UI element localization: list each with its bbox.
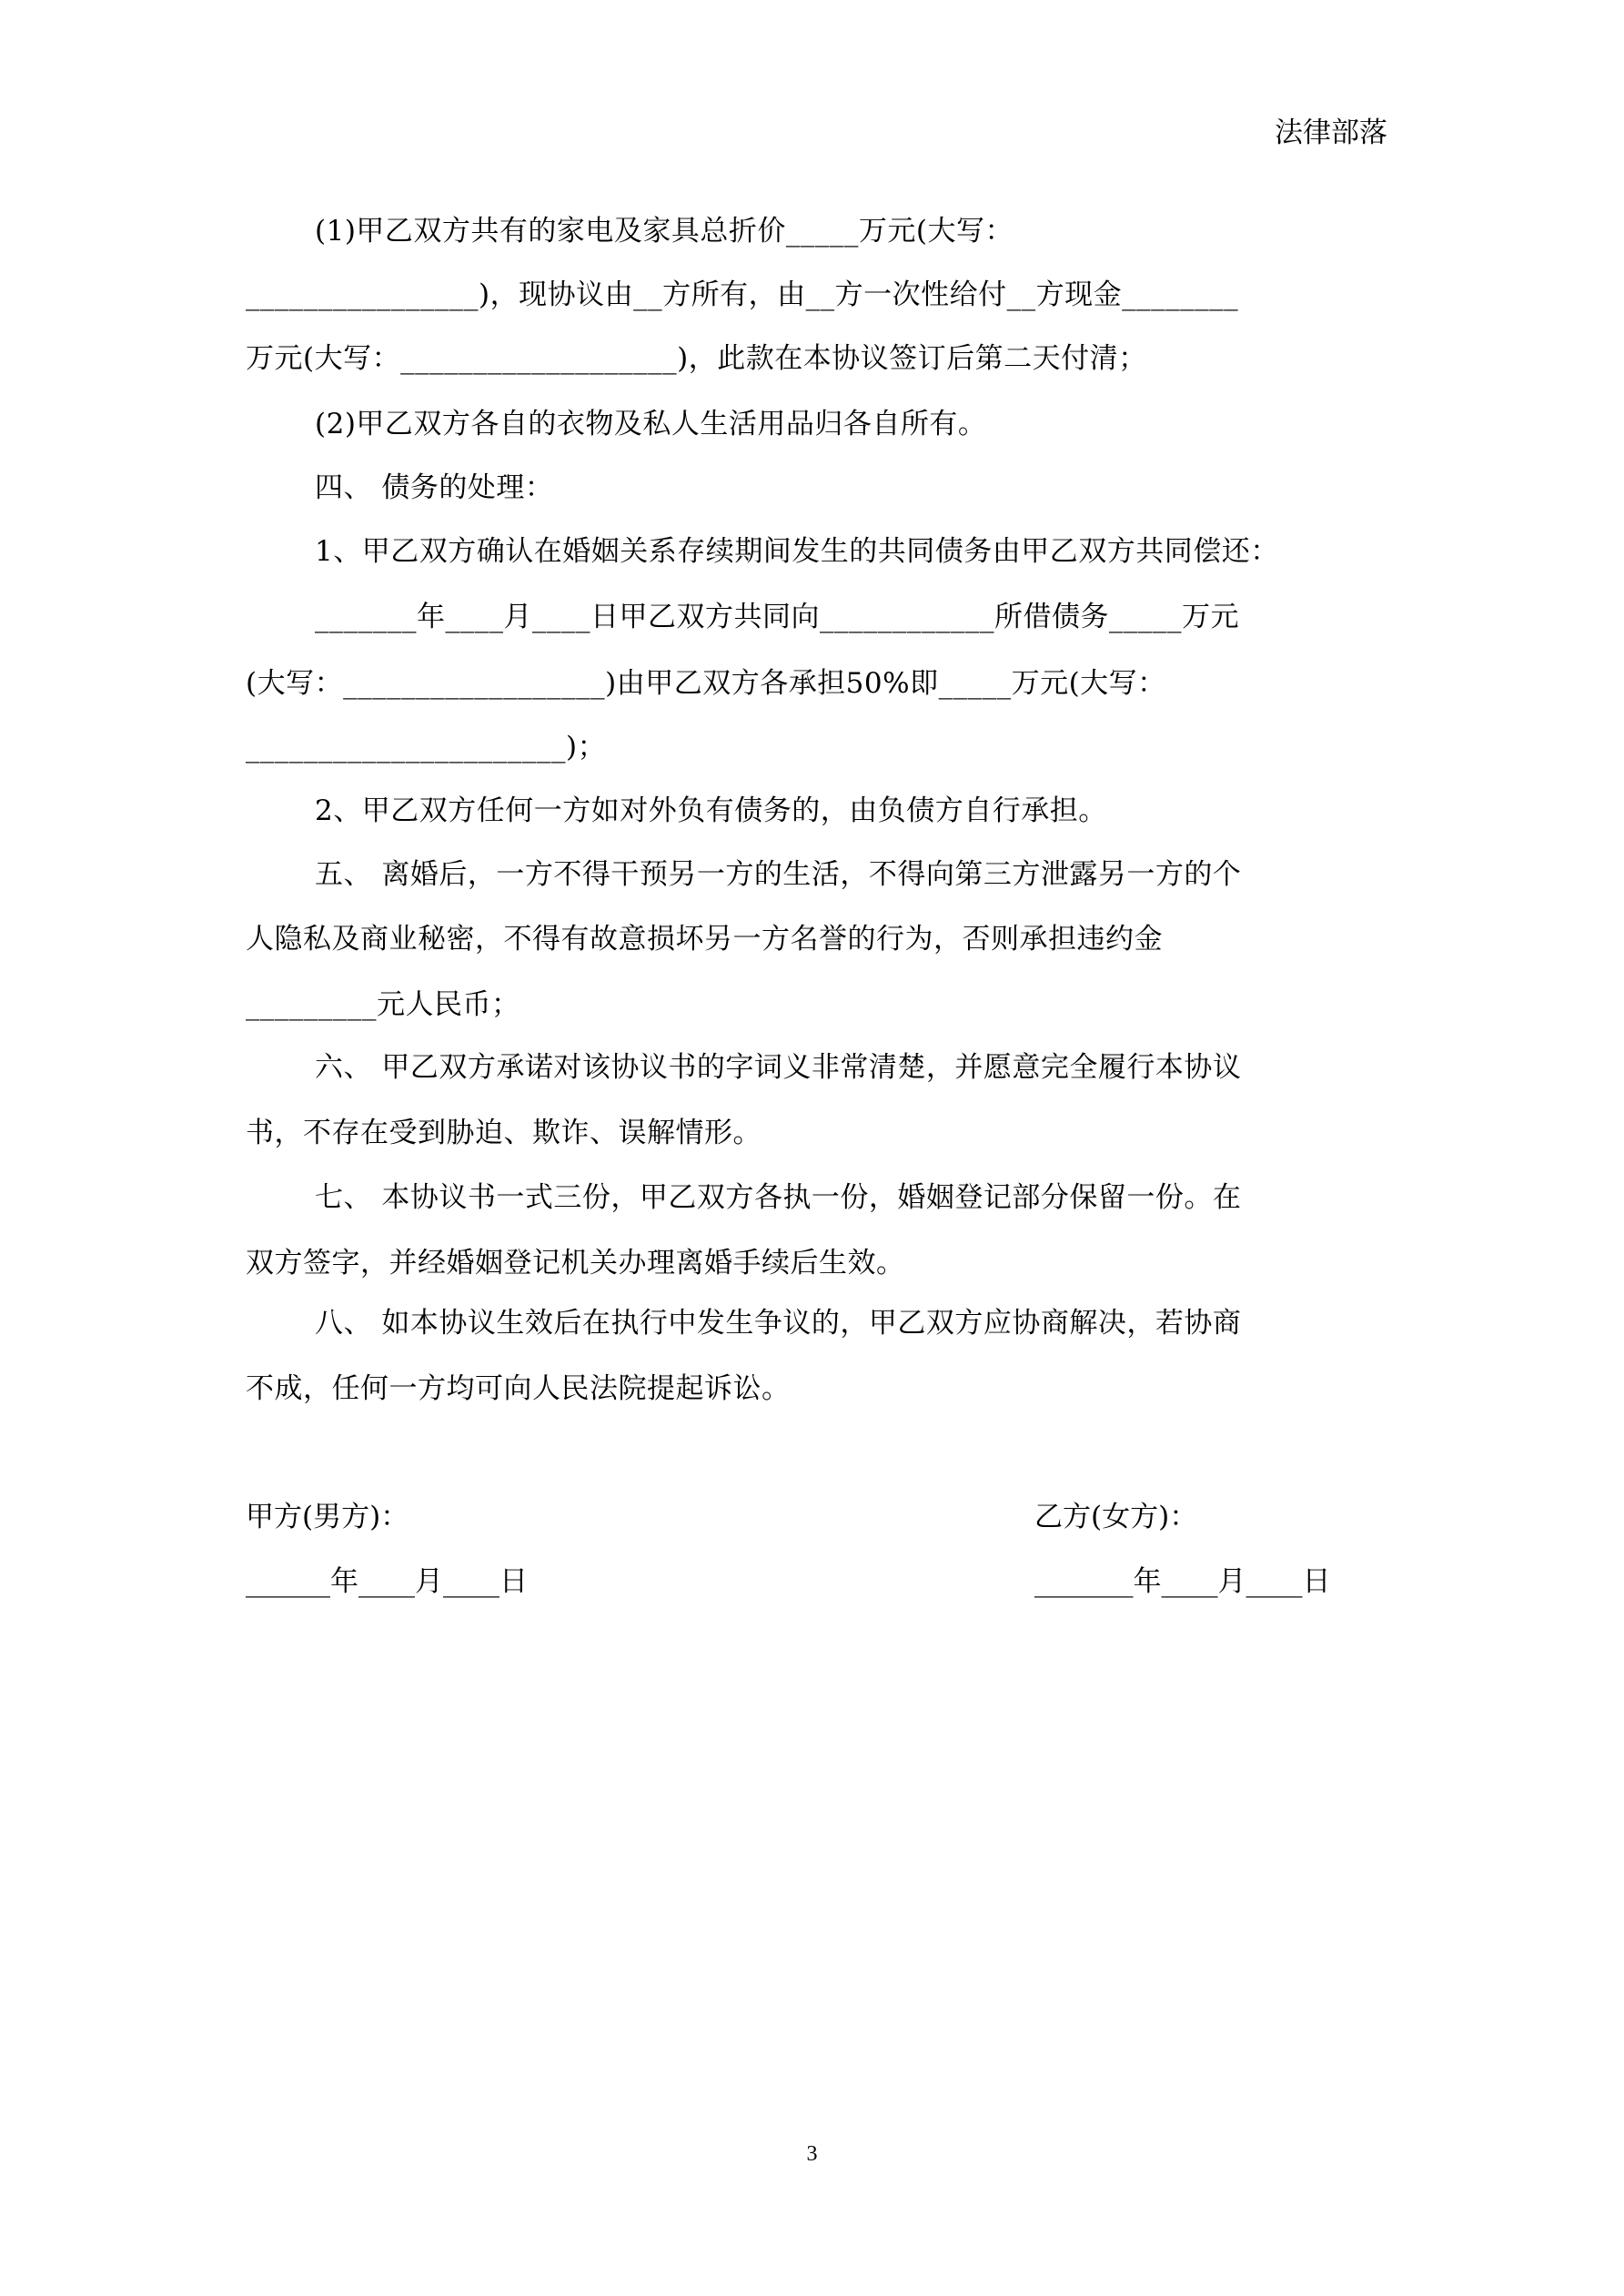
clause-3-2: (2)甲乙双方各自的衣物及私人生活用品归各自所有。 <box>315 408 987 440</box>
section-6-line-2: 书，不存在受到胁迫、欺诈、误解情形。 <box>246 1117 762 1149</box>
section-5-line-2: 人隐私及商业秘密，不得有故意损坏另一方名誉的行为，否则承担违约金 <box>246 923 1163 956</box>
header-site-label: 法律部落 <box>1275 116 1387 149</box>
page-number: 3 <box>806 2142 818 2166</box>
clause-4-1-line-1: 1、甲乙双方确认在婚姻关系存续期间发生的共同债务由甲乙双方共同偿还： <box>315 535 1279 568</box>
clause-4-1-line-2: _______年____月____日甲乙双方共同向____________所借债务_____万元 <box>315 601 1239 633</box>
section-5-line-1: 五、 离婚后，一方不得干预另一方的生活，不得向第三方泄露另一方的个 <box>315 858 1242 891</box>
section-6-line-1: 六、 甲乙双方承诺对该协议书的字词义非常清楚，并愿意完全履行本协议 <box>315 1051 1242 1084</box>
section-7-line-1: 七、 本协议书一式三份，甲乙双方各执一份，婚姻登记部分保留一份。在 <box>315 1181 1242 1214</box>
clause-4-1-line-4: ______________________)； <box>246 731 607 764</box>
party-a-label: 甲方(男方)： <box>246 1501 409 1533</box>
party-b-label: 乙方(女方)： <box>1034 1501 1198 1533</box>
section-7-line-2: 双方签字，并经婚姻登记机关办理离婚手续后生效。 <box>246 1247 905 1279</box>
section-8-line-2: 不成，任何一方均可向人民法院提起诉讼。 <box>246 1372 791 1405</box>
party-a-date: ______年____月____日 <box>246 1565 528 1598</box>
section-4-heading: 四、 债务的处理： <box>315 471 554 504</box>
clause-3-1-line-2: ________________)，现协议由__方所有，由__方一次性给付__方现金________ <box>246 278 1239 311</box>
clause-3-1-line-3: 万元(大写：___________________)，此款在本协议签订后第二天付清； <box>246 342 1147 375</box>
party-b-date: _______年____月____日 <box>1034 1565 1331 1598</box>
clause-4-2: 2、甲乙双方任何一方如对外负有债务的，由负债方自行承担。 <box>315 794 1107 827</box>
section-8-line-1: 八、 如本协议生效后在执行中发生争议的，甲乙双方应协商解决，若协商 <box>315 1307 1242 1340</box>
clause-4-1-line-3: (大写：__________________)由甲乙双方各承担50%即_____万元(大写： <box>246 667 1166 700</box>
clause-3-1-line-1: (1)甲乙双方共有的家电及家具总折价_____万元(大写： <box>315 215 1014 248</box>
section-5-line-3: _________元人民币； <box>246 988 520 1021</box>
